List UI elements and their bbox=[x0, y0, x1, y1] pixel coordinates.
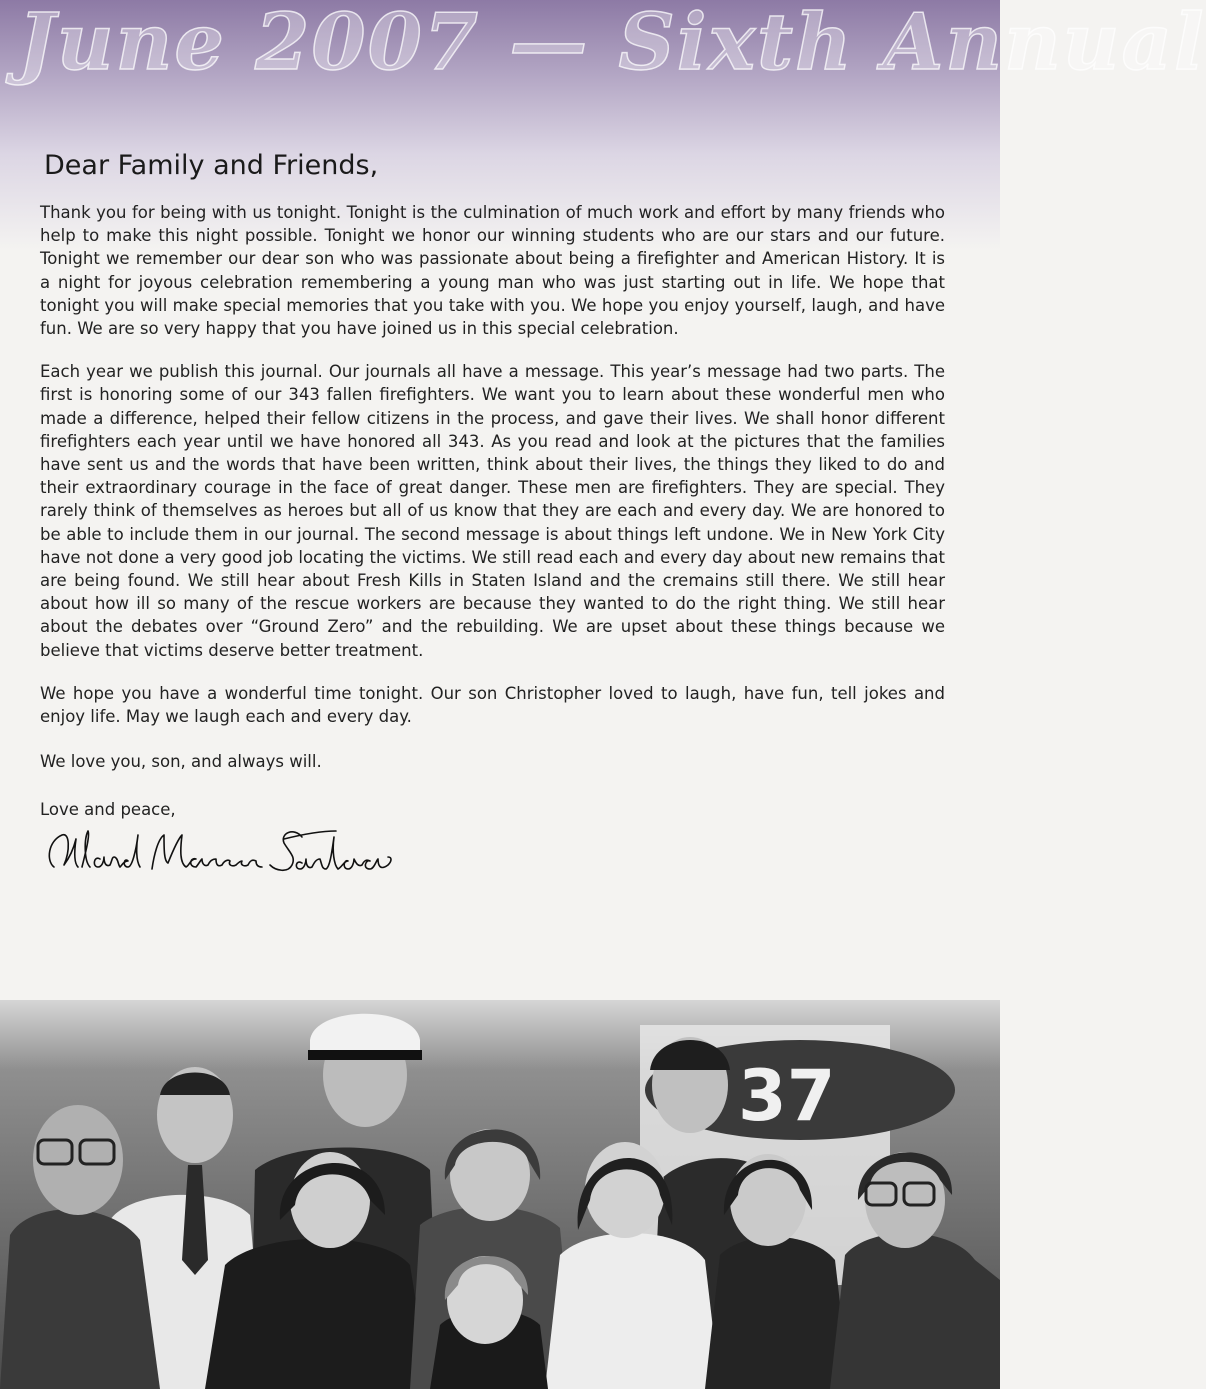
salutation: Dear Family and Friends, bbox=[44, 150, 379, 181]
signature-graphic bbox=[40, 821, 400, 883]
letter-body bbox=[40, 150, 945, 883]
signature bbox=[40, 821, 400, 883]
banner-title: June 2007 — Sixth Annual bbox=[18, 0, 1206, 88]
sign-number: 37 bbox=[738, 1055, 836, 1137]
paragraph-hope: We hope you have a wonderful time tonight. Our son Christopher loved to laugh, have fun, tell jokes and enjoy life. May we laugh each and every day. bbox=[40, 683, 945, 727]
family-photo bbox=[0, 1000, 1000, 1389]
closing-line: Love and peace, bbox=[40, 800, 176, 820]
paragraph-welcome: Thank you for being with us tonight. Tonight is the culmination of much work and effort by many friends who help to make this night possible. Tonight we honor our winning students who are our stars and our future. Tonight we remember our dear son who was passionate about being a firefighter and American History. It is a night for joyous celebration remembering a young man who was just starting out in life. We hope that tonight you will make special memories that you take with you. We hope you enjoy yourself, laugh, and have fun. We are so very happy that you have joined us in this special celebration. bbox=[40, 203, 945, 339]
paragraph-love: We love you, son, and always will. bbox=[40, 752, 322, 772]
family-photo-graphic bbox=[0, 1000, 1000, 1389]
paragraph-journal-message: Each year we publish this journal. Our journals all have a message. This year’s message had two parts. The first is honoring some of our 343 fallen firefighters. We want you to learn about these wonderful men who made a difference, helped their fellow citizens in the process, and gave their lives. We shall honor different firefighters each year until we have honored all 343. As you read and look at the pictures that the families have sent us and the words that have been written, think about their lives, the things they liked to do and their extraordinary courage in the face of great danger. These men are firefighters. They are special. They rarely think of themselves as heroes but all of us know that they are each and every day. We are honored to be able to include them in our journal. The second message is about things left undone. We in New York City have not done a very good job locating the victims. We still read each and every day about new remains that are being found. We still hear about Fresh Kills in Staten Island and the cremains still there. We still hear about how ill so many of the rescue workers are because they wanted to do the right thing. We still hear about the debates over “Ground Zero” and the rebuilding. We are upset about these things because we believe that victims deserve better treatment. bbox=[40, 362, 945, 660]
